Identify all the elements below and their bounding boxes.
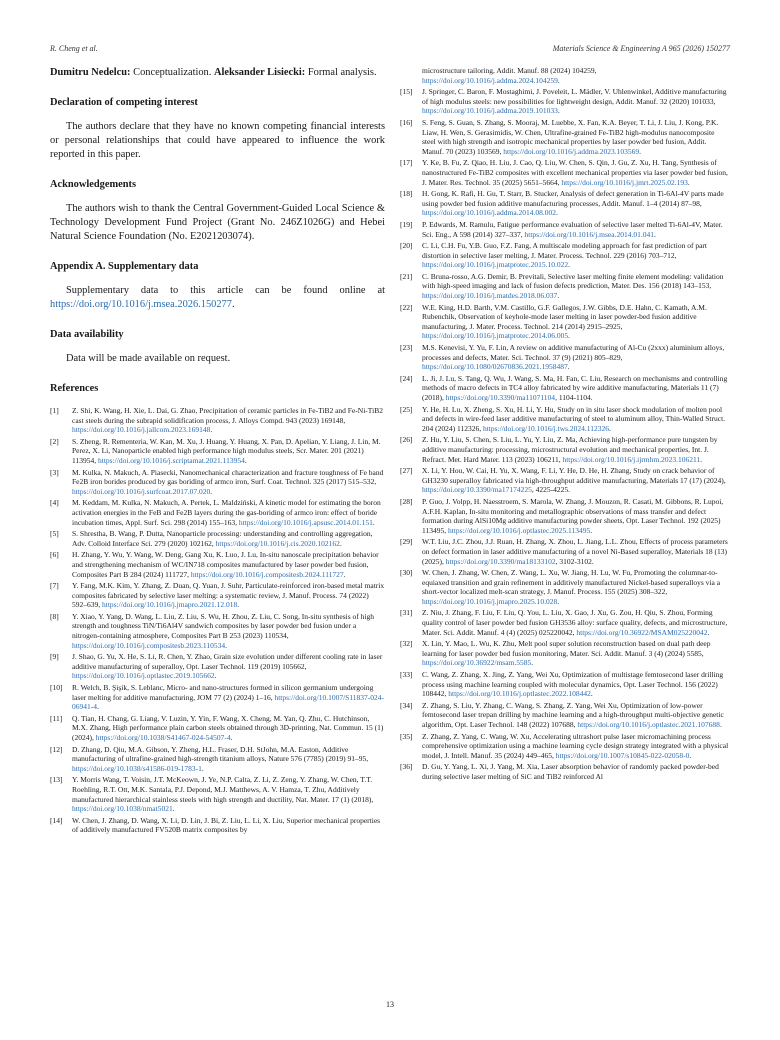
- reference-doi-link[interactable]: https://doi.org/10.1016/j.addma.2014.08.002: [422, 208, 557, 218]
- reference-doi-link[interactable]: https://doi.org/10.1016/j.addma.2023.103569: [503, 146, 640, 156]
- reference-number: [22]: [400, 302, 413, 312]
- reference-number: [10]: [50, 683, 63, 693]
- reference-item: [400, 374, 730, 403]
- reference-text: X. Lin, Y. Mao, L. Wu, K. Zhu, Melt pool super solution reconstruction based on dual path deep learning for laser powder bed fusion monitoring, Mater. Sci. Addit. Manuf. 3 (4) (2024) 5585,: [422, 639, 711, 658]
- reference-doi-link[interactable]: https://doi.org/10.1016/j.apsusc.2014.01.151: [238, 517, 373, 527]
- reference-item: [400, 220, 730, 239]
- reference-text: C. Li, C.H. Fu, Y.B. Guo, F.Z. Fang, A multiscale modeling approach for fast prediction of part distortion in selective laser melting, J. Mater. Process. Technol. 229 (2016) 703–712,: [422, 241, 707, 260]
- reference-number: [14]: [50, 815, 63, 825]
- reference-doi-link[interactable]: https://doi.org/10.1016/j.matdes.2018.06.037: [422, 291, 558, 301]
- reference-number: [8]: [50, 611, 59, 621]
- reference-number: [18]: [400, 189, 413, 199]
- reference-item: [50, 612, 385, 650]
- reference-number: [12]: [50, 744, 63, 754]
- reference-doi-link[interactable]: https://doi.org/10.1016/j.optlastec.2019.105662: [72, 671, 215, 681]
- reference-text: X. Li, Y. Hou, W. Cai, H. Yu, X. Wang, F. Li, Y. He, D. He, H. Zhang, Study on crack behavior of GH3230 superalloy fabricated via high-throughput additive manufacturing, Materials 17 (17) (2024),: [422, 466, 726, 485]
- reference-end: .: [343, 569, 346, 579]
- reference-text: S. Shrestha, B. Wang, P. Dutta, Nanoparticle processing: understanding and controlling aggregation, Adv. Colloid Interface Sci. 279 (2020) 102162,: [72, 529, 373, 548]
- credit-name: Dumitru Nedelcu:: [50, 67, 131, 78]
- reference-end: .: [707, 627, 710, 637]
- reference-doi-link[interactable]: https://doi.org/10.1016/j.ijrmhm.2023.106211: [562, 454, 701, 464]
- reference-end: , 4225-4225.: [531, 485, 570, 495]
- reference-list-right: [400, 66, 730, 782]
- reference-end: .: [339, 538, 342, 548]
- reference-number: [31]: [400, 608, 413, 618]
- reference-text: H. Zhang, Y. Wu, Y. Wang, W. Deng, Gang Xu, K. Luo, J. Lu, In-situ nanoscale precipitation behavior and strengthening mechanism of WC/IN718 composites manufactured by laser powder bed fusion, Composites Part B 284 (2024) 111727,: [72, 550, 379, 579]
- reference-text: M. Kulka, N. Makuch, A. Piasecki, Nanomechanical characterization and fracture toughness of Fe band Fe2B iron borides produced by gas boriding of armco iron, Surf. Coat. Technol. 325 (2017) 515–532,: [72, 467, 384, 487]
- reference-doi-link[interactable]: https://doi.org/10.1016/j.scriptamat.2021.113954: [97, 455, 245, 465]
- reference-item: [400, 608, 730, 637]
- reference-item: [400, 537, 730, 566]
- reference-number: [33]: [400, 670, 413, 680]
- reference-doi-link[interactable]: https://doi.org/10.1038/nmat5021: [72, 804, 173, 814]
- reference-end: .: [653, 229, 656, 239]
- reference-text: M.S. Kenevisi, Y. Yu, F. Lin, A review on additive manufacturing of Al-Cu (2xxx) aluminium alloys, processes and defects, Mater. Sci. Technol. 37 (9) (2021) 805–829,: [422, 343, 725, 362]
- reference-item: [50, 529, 385, 548]
- reference-number: [26]: [400, 435, 413, 445]
- reference-doi-link[interactable]: https://doi.org/10.1038/s41586-019-1783-1: [72, 763, 202, 773]
- reference-text: J. Shao, G. Yu, X. He, S. Li, R. Chen, Y. Zhao, Grain size evolution under different cooling rate in laser additive manufacturing of superalloy, Opt. Laser Technol. 119 (2019) 105662,: [72, 652, 383, 671]
- reference-end: .: [237, 600, 240, 610]
- reference-number: [13]: [50, 775, 63, 785]
- section-title-acknowledgements: Acknowledgements: [50, 179, 137, 190]
- reference-doi-link[interactable]: https://doi.org/10.1016/j.msea.2014.01.041: [524, 229, 654, 239]
- reference-doi-link[interactable]: https://doi.org/10.3390/ma11071104: [445, 393, 556, 402]
- credit-name: Aleksander Lisiecki:: [213, 67, 306, 78]
- reference-doi-link[interactable]: https://doi.org/10.1016/j.jmrt.2025.02.193: [561, 177, 688, 187]
- reference-text: Y. Ke, B. Fu, Z. Qiao, H. Liu, J. Cao, Q. Liu, W. Chen, S. Qin, J. Gu, Z. Xu, H. Tang, Synthesis of nanostructured Fe-TiB2 composites with excellent mechanical properties via laser powder bed fusion, J. Mater. Res. Technol. 35 (2025) 5651–5664,: [422, 158, 728, 187]
- reference-end: .: [225, 640, 228, 650]
- reference-doi-link[interactable]: https://doi.org/10.1038/S41467-024-54507-4: [95, 733, 231, 742]
- reference-doi-link[interactable]: https://doi.org/10.1016/j.jmatprotec.2015.10.022: [422, 260, 569, 270]
- reference-item: [50, 683, 385, 712]
- reference-number: [30]: [400, 568, 413, 578]
- reference-number: [23]: [400, 343, 413, 353]
- reference-end: .: [590, 689, 593, 699]
- section-title-appendix: Appendix A. Supplementary data: [50, 261, 199, 272]
- reference-item: [400, 303, 730, 341]
- reference-number: [20]: [400, 241, 413, 251]
- reference-text: microstructure tailoring, Addit. Manuf. 88 (2024) 104259,: [422, 66, 597, 75]
- reference-text: H. Gong, K. Rafi, H. Gu, T. Starr, B. Stucker, Analysis of defect generation in Ti-6Al-4V parts made using powder bed fusion additive manufacturing processes, Addit. Manuf. 1–4 (2014) 87–98,: [422, 189, 724, 208]
- reference-doi-link[interactable]: https://doi.org/10.1016/j.jallcom.2023.169148: [72, 425, 211, 435]
- reference-number: [5]: [50, 529, 59, 539]
- running-header: [50, 44, 730, 58]
- reference-number: [17]: [400, 158, 413, 168]
- reference-doi-link[interactable]: https://doi.org/10.1016/j.optlastec.2022.108442: [448, 689, 591, 699]
- reference-doi-link[interactable]: https://doi.org/10.1016/j.addma.2024.104259: [422, 75, 558, 85]
- reference-end: .: [531, 658, 534, 668]
- reference-text: W.T. Liu, J.C. Zhou, J.J. Ruan, H. Zhang, X. Zhou, L. Jiang, L.L. Zhou, Effects of process parameters on defect formation in laser additive manufacturing of a novel Ni-Based superalloy, Materials 18 (13) (2025),: [422, 537, 728, 566]
- reference-number: [16]: [400, 117, 413, 127]
- reference-number: [29]: [400, 537, 413, 547]
- header-journal: Materials Science & Engineering A 965 (2026) 150277: [552, 44, 730, 53]
- reference-number: [25]: [400, 404, 413, 414]
- reference-list-left: [50, 406, 385, 835]
- credit-role: Formal analysis.: [307, 67, 377, 78]
- reference-end: .: [639, 146, 642, 156]
- reference-end: .: [556, 208, 558, 218]
- reference-item: [400, 568, 730, 606]
- reference-end: .: [210, 486, 213, 496]
- header-authors: R. Cheng et al.: [50, 44, 98, 53]
- reference-doi-link[interactable]: https://doi.org/10.3390/ma18133102: [445, 556, 556, 566]
- reference-item: [400, 497, 730, 535]
- reference-number: [35]: [400, 731, 413, 741]
- reference-doi-link[interactable]: https://doi.org/10.1016/j.optlastec.2025.113495: [447, 525, 591, 535]
- reference-item: [50, 652, 385, 681]
- reference-doi-link[interactable]: https://doi.org/10.36922/msam.5585: [422, 658, 532, 668]
- reference-end: , 3102-3102.: [555, 556, 594, 566]
- reference-text: Y. Fang, M.K. Kim, Y. Zhang, Z. Duan, Q. Yuan, J. Suhr, Particulate-reinforced iron-based metal matrix composites fabricated by selective laser melting: a systematic review, J. Manuf. Process. 74 (2022) 592–639,: [72, 581, 385, 610]
- reference-end: .: [557, 291, 560, 301]
- reference-number: [34]: [400, 700, 413, 710]
- reference-text: Z. Hu, Y. Liu, S. Chen, S. Liu, L. Yu, Y. Liu, Z. Ma, Achieving high-performance pure tungsten by additive manufacturing: processing, microstructural evolution and mechanical properties, Int. J. Refract. Met. Hard Mater. 113 (2023) 106211,: [422, 435, 718, 464]
- reference-item: [400, 701, 730, 730]
- reference-doi-link[interactable]: https://doi.org/10.1016/j.compositesb.2023.110534: [72, 640, 226, 650]
- reference-doi-link[interactable]: https://doi.org/10.1016/j.compositesb.2024.111727: [190, 569, 344, 579]
- reference-doi-link[interactable]: https://doi.org/10.36922/MSAM025220042: [576, 627, 708, 637]
- section-title-competing-interest: Declaration of competing interest: [50, 97, 198, 108]
- reference-text: J. Springer, C. Baron, F. Mostaghimi, J. Poveleit, L. Mädler, V. Uhlenwinkel, Additive manufacturing of high modulus steels: new possibilities for lightweight design, Addit. Manuf. 32 (2020) 101033,: [422, 87, 727, 106]
- reference-end: .: [244, 455, 247, 465]
- reference-text: Q. Tian, H. Chang, G. Liang, V. Luzin, Y. Yin, F. Wang, X. Cheng, M. Yan, Q. Zhu, C. Hutchinson, M.X. Zhang, High performance plain carbon steels obtained through 3D-printing, Nat. Commun. 15 (1) (2024),: [72, 713, 384, 742]
- reference-doi-link[interactable]: https://doi.org/10.3390/ma17174225: [422, 485, 532, 495]
- reference-number: [28]: [400, 496, 413, 506]
- reference-item: [400, 435, 730, 464]
- page-number: 13: [386, 1000, 394, 1009]
- reference-end: .: [97, 702, 99, 712]
- reference-number: [27]: [400, 466, 413, 476]
- reference-end: .: [568, 260, 570, 270]
- reference-item: [50, 406, 385, 435]
- credit-statement: [50, 66, 385, 80]
- competing-interest-text: The authors declare that they have no known competing financial interests or personal relationships that could have appeared to influence the work reported in this paper.: [50, 121, 385, 160]
- reference-doi-link[interactable]: https://doi.org/10.1016/j.surfcoat.2017.07.020: [72, 486, 211, 496]
- reference-item: [400, 670, 730, 699]
- reference-text: D. Zhang, D. Qiu, M.A. Gibson, Y. Zheng, H.L. Fraser, D.H. StJohn, M.A. Easton, Additive manufacturing of ultrafine-grained high-strength titanium alloys, Nature 576 (7785) (2019) 91–95,: [72, 744, 369, 764]
- reference-text: W. Chen, J. Zhang, W. Chen, Z. Wang, L. Xu, W. Jiang, H. Lu, W. Fu, Promoting the columnar-to-equiaxed transition and grain refinement in additively manufactured Nickel-based superalloys via a short-vector localized melt-scan strategy, J. Manuf. Process. 155 (2025) 308–322,: [422, 568, 721, 597]
- reference-end: .: [687, 177, 690, 187]
- reference-item: [50, 498, 385, 527]
- reference-text: Z. Zhang, S. Liu, Y. Zhang, C. Wang, S. Zhang, Z. Yang, Wei Xu, Optimization of low-power femtosecond laser trepan drilling by machine learning and a high-throughput multi-objective genetic algorithm, Opt. Laser Technol. 148 (2022) 107688,: [422, 700, 724, 729]
- reference-doi-link[interactable]: https://doi.org/10.1016/j.addma.2019.101033: [422, 106, 558, 116]
- reference-doi-link[interactable]: https://doi.org/10.1016/j.jmapro.2025.10.028: [422, 596, 558, 606]
- credit-role: Conceptualization.: [133, 67, 212, 78]
- reference-item: [400, 158, 730, 187]
- reference-text: W. Chen, J. Zhang, D. Wang, X. Li, D. Lin, J. Bi, Z. Liu, L. Li, X. Liu, Superior mechanical properties of additively manufactured FV520B matrix composites by: [72, 815, 381, 835]
- reference-doi-link[interactable]: https://doi.org/10.1080/02670836.2021.1958487: [422, 362, 568, 372]
- reference-end: .: [557, 75, 560, 85]
- reference-item: [50, 581, 385, 610]
- reference-item: [400, 762, 730, 781]
- supplementary-data-link[interactable]: https://doi.org/10.1016/j.msea.2026.150277: [50, 299, 232, 310]
- reference-item: [400, 66, 730, 85]
- reference-text: S. Zheng, R. Rementeria, W. Kan, M. Xu, J. Huang, Y. Huang, X. Pan, D. Apelian, Y. Liang, J. Lin, M. Perez, X. Li, Nanoparticle enabled high performance high modulus steels, Scr. Mater. 201 (2021) 113954,: [72, 436, 381, 465]
- reference-end: .: [201, 763, 204, 773]
- reference-item: [400, 466, 730, 495]
- reference-text: M. Keddam, M. Kulka, N. Makuch, A. Pertek, L. Maldziński, A kinetic model for estimating the boron activation energies in the FeB and Fe2B layers during the gas-boriding of armco iron: effect of boride incubation times, Appl. Surf. Sci. 298 (2014) 155–163,: [72, 498, 381, 527]
- section-title-data-availability: Data availability: [50, 329, 124, 340]
- reference-item: [400, 272, 730, 301]
- reference-doi-link[interactable]: https://doi.org/10.1007/s10845-022-02058-0: [555, 750, 690, 760]
- appendix-text-body: Supplementary data to this article can be found online at: [66, 285, 385, 296]
- section-title-references: References: [50, 383, 99, 394]
- reference-doi-link[interactable]: https://doi.org/10.1016/j.optlastec.2021.107688: [577, 720, 720, 729]
- reference-end: .: [230, 733, 233, 742]
- reference-item: [50, 714, 385, 743]
- reference-text: P. Edwards, M. Ramulu, Fatigue performance evaluation of selective laser melted Ti-6Al-4V, Mater. Sci. Eng., A 598 (2014) 327–337,: [422, 219, 723, 239]
- reference-number: [15]: [400, 87, 413, 97]
- reference-end: .: [557, 596, 560, 606]
- reference-number: [19]: [400, 219, 413, 229]
- reference-item: [400, 241, 730, 270]
- reference-item: [400, 639, 730, 668]
- reference-end: .: [372, 517, 375, 527]
- reference-number: [2]: [50, 436, 59, 446]
- reference-item: [400, 87, 730, 116]
- reference-text: P. Guo, J. Volpp, H. Naesstroem, S. Marola, W. Zhang, J. Mouzon, R. Casati, M. Gibbons, R. Lupoi, A.F.H. Kaplan, In-situ monitoring and metallographic observations of mass transfer and defect formation during AlSi10Mg additive manufacturing powder sheets, Opt. Laser Technol. 192 (2025) 113495,: [422, 496, 724, 535]
- right-column: [400, 66, 730, 784]
- reference-end: .: [210, 425, 213, 435]
- reference-text: Y. He, H. Lu, X. Zheng, S. Xu, H. Li, Y. Hu, Study on in situ laser shock modulation of molten pool and defects in wire-feed laser additive manufacturing of steel to aluminum alloy, Thin-Walled Struct. 204 (2024) 112326,: [422, 404, 726, 433]
- reference-item: [50, 745, 385, 774]
- reference-number: [21]: [400, 271, 413, 281]
- reference-text: Y. Morris Wang, T. Voisin, J.T. McKeown, J. Ye, N.P. Calta, Z. Li, Z. Zeng, Y. Zhang, W. Chen, T.T. Roehling, R.T. Ott, M.K. Santala, P.J. Depond, M.J. Matthews, A. V. Hamza, T. Zhu, Additively manufactured hierarchical stainless steels with high strength and ductility, Nat. Mater. 17 (1) (2018),: [72, 775, 374, 804]
- reference-text: D. Gu, Y. Yang, L. Xi, J. Yang, M. Xia, Laser absorption behavior of randomly packed powder-bed during selective laser melting of SiC and TiB2 reinforced Al: [422, 762, 719, 781]
- left-column: [50, 66, 385, 837]
- reference-text: C. Bruna-rosso, A.G. Demir, B. Previtali, Selective laser melting finite element modeling: validation with high-speed imaging and lack of fusion defects prediction, Mater. Des. 156 (2018) 143–153,: [422, 271, 724, 291]
- reference-text: W.E. King, H.D. Barth, V.M. Castillo, G.F. Gallegos, J.W. Gibbs, D.E. Hahn, C. Kamath, A.M. Rubenchik, Observation of keyhole-mode laser melting in laser powder-bed fusion additive manufacturing, J. Mater. Process. Technol. 214 (2014) 2915–2925,: [422, 302, 707, 331]
- data-availability-text: Data will be made available on request.: [66, 353, 231, 364]
- reference-number: [1]: [50, 406, 59, 415]
- reference-end: .: [590, 525, 593, 535]
- reference-text: R. Welch, B. Şişik, S. Leblanc, Micro- and nano-structures formed in silicon germanium undergoing laser melting for additive manufacturing, JOM 77 (2) (2024) 1–16,: [72, 683, 374, 702]
- reference-end: .: [214, 671, 217, 681]
- reference-end: .: [700, 454, 703, 464]
- reference-text: Z. Shi, K. Wang, H. Xie, L. Dai, G. Zhao, Precipitation of ceramic particles in Fe-TiB2 and Fe-Ni-TiB2 cast steels during the subrapid solidification process, J. Alloys Compd. 943 (2023) 169148,: [72, 406, 383, 425]
- reference-item: [50, 816, 385, 835]
- reference-item: [400, 732, 730, 761]
- reference-item: [400, 343, 730, 372]
- reference-item: [50, 550, 385, 579]
- reference-end: .: [609, 423, 611, 433]
- reference-end: .: [689, 750, 692, 760]
- reference-number: [32]: [400, 639, 413, 649]
- reference-item: [50, 468, 385, 497]
- reference-end: .: [557, 106, 560, 116]
- reference-item: [400, 189, 730, 218]
- reference-number: [9]: [50, 652, 59, 662]
- appendix-text-end: .: [231, 299, 235, 310]
- appendix-text: [50, 284, 385, 312]
- reference-doi-link[interactable]: https://doi.org/10.1007/S11837-024-06941-4: [72, 692, 385, 712]
- reference-doi-link[interactable]: https://doi.org/10.1016/j.cis.2020.102162: [215, 538, 340, 548]
- reference-text: Z. Zhang, Z. Yang, C. Wang, W. Xu, Accelerating ultrashort pulse laser micromachining process comprehensive optimization using a machine learning cycle design strategy integrated with a physical model, J. Intell. Manuf. 35 (2024) 449–465,: [422, 731, 729, 760]
- reference-item: [400, 405, 730, 434]
- reference-number: [6]: [50, 550, 59, 560]
- reference-number: [7]: [50, 581, 59, 591]
- reference-doi-link[interactable]: https://doi.org/10.1016/j.jmapro.2021.12.018: [102, 600, 238, 610]
- reference-text: Y. Xiao, Y. Yang, D. Wang, L. Liu, Z. Liu, S. Wu, H. Zhou, Z. Liu, C. Song, In-situ synthesis of high strength and toughness TiN/Ti6Al4V sandwich composites by laser powder bed fusion under a nitrogen-containing atmosphere, Composites Part B 253 (2023) 110534,: [72, 611, 375, 641]
- reference-text: S. Feng, S. Guan, S. Zhang, S. Mooraj, M. Luebbe, X. Fan, K.A. Beyer, T. Li, J. Liu, J. Kong, P.K. Liaw, H. Wen, S. Gerasimidis, W. Chen, Ultrafine-grained Fe-TiB2 high-modulus nanocomposite steel with high strength and isotropic mechanical properties by laser powder bed fusion, Addit. Manuf. 70 (2023) 103569,: [422, 117, 719, 156]
- reference-number: [36]: [400, 762, 413, 772]
- reference-number: [11]: [50, 713, 63, 723]
- reference-number: [24]: [400, 373, 413, 383]
- reference-end: , 1104-1104.: [555, 393, 593, 402]
- reference-end: .: [172, 804, 175, 814]
- reference-text: L. Ji, J. Lu, S. Tang, Q. Wu, J. Wang, S. Ma, H. Fan, C. Liu, Research on mechanisms and controlling methods of macro defects in TC4 alloy fabricated by wire additive manufacturing, Materials 11 (7) (2018),: [422, 373, 728, 402]
- reference-number: [3]: [50, 467, 59, 477]
- reference-number: [4]: [50, 498, 59, 508]
- reference-end: .: [568, 331, 570, 341]
- acknowledgements-text: The authors wish to thank the Central Government-Guided Local Science & Technology Development Fund Project (Grant No. 246Z1026G) and Hebei Natural Science Foundation (No. E2021203074).: [50, 203, 385, 242]
- reference-text: Z. Niu, J. Zhang, F. Liu, F. Liu, Q. You, L. Liu, X. Gao, J. Xu, G. Zou, H. Qiu, S. Zhou, Forming quality control of laser powder bed fusion GH3536 alloy: surface quality, defects, and microstructure, Mater. Sci. Addit. Manuf. 4 (4) (2025) 025220042,: [422, 608, 728, 637]
- reference-text: C. Wang, Z. Zhang, X. Jing, Z. Yang, Wei Xu, Optimization of multistage femtosecond laser drilling process using machine learning coupled with molecular dynamics, Opt. Laser Technol. 156 (2022) 108442,: [422, 670, 724, 699]
- reference-end: .: [719, 720, 722, 729]
- reference-doi-link[interactable]: https://doi.org/10.1016/j.jmatprotec.2014.06.005: [422, 331, 569, 341]
- reference-item: [50, 437, 385, 466]
- reference-doi-link[interactable]: https://doi.org/10.1016/j.tws.2024.112326: [482, 423, 610, 433]
- reference-end: .: [567, 362, 570, 372]
- reference-item: [400, 118, 730, 156]
- reference-item: [50, 775, 385, 813]
